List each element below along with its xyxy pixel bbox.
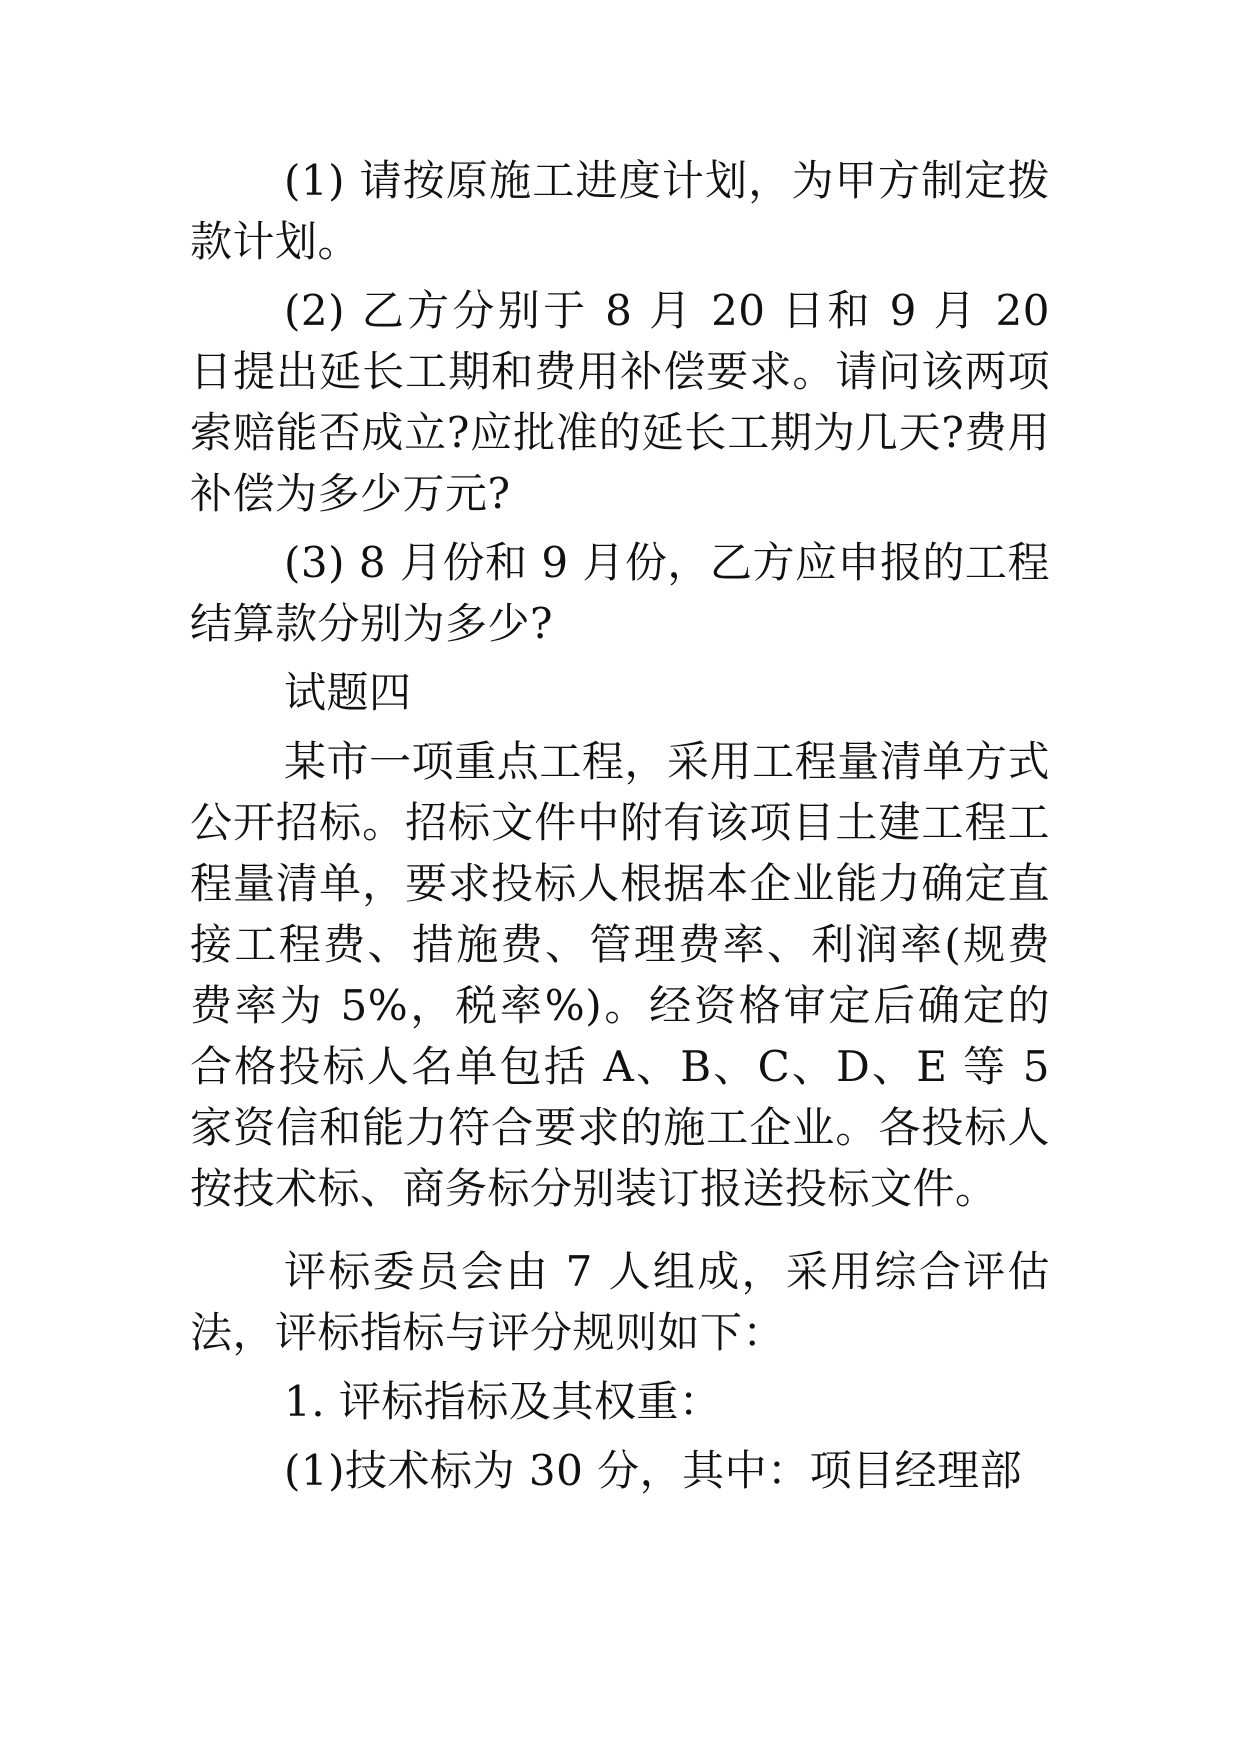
paragraph-evaluation-indicators: 1. 评标指标及其权重： [284, 1377, 722, 1426]
section-heading-question-four: 试题四 [284, 668, 412, 717]
paragraph-question-3: (3) 8 月份和 9 月份，乙方应申报的工程结算款分别为多少? [190, 538, 1050, 648]
paragraph-evaluation-committee: 评标委员会由 7 人组成，采用综合评估法，评标指标与评分规则如下： [190, 1247, 1050, 1357]
paragraph-question-1: (1) 请按原施工进度计划，为甲方制定拨款计划。 [190, 156, 1050, 266]
paragraph-question-2: (2) 乙方分别于 8 月 20 日和 9 月 20 日提出延长工期和费用补偿要求。请问该两项索赔能否成立?应批准的延长工期为几天?费用补偿为多少万元? [190, 286, 1050, 518]
paragraph-technical-bid: (1)技术标为 30 分，其中：项目经理部 [284, 1446, 1023, 1495]
document-body [190, 150, 1050, 1509]
paragraph-project-description: 某市一项重点工程，采用工程量清单方式公开招标。招标文件中附有该项目土建工程工程量清单，要求投标人根据本企业能力确定直接工程费、措施费、管理费率、利润率(规费费率为 5%，税率%)。经资格审定后确定的合格投标人名单包括 A、B、C、D、E 等 5 家资信和能力符合要求的施工企业。各投标人按技术标、商务标分别装订报送投标文件。 [190, 737, 1050, 1213]
